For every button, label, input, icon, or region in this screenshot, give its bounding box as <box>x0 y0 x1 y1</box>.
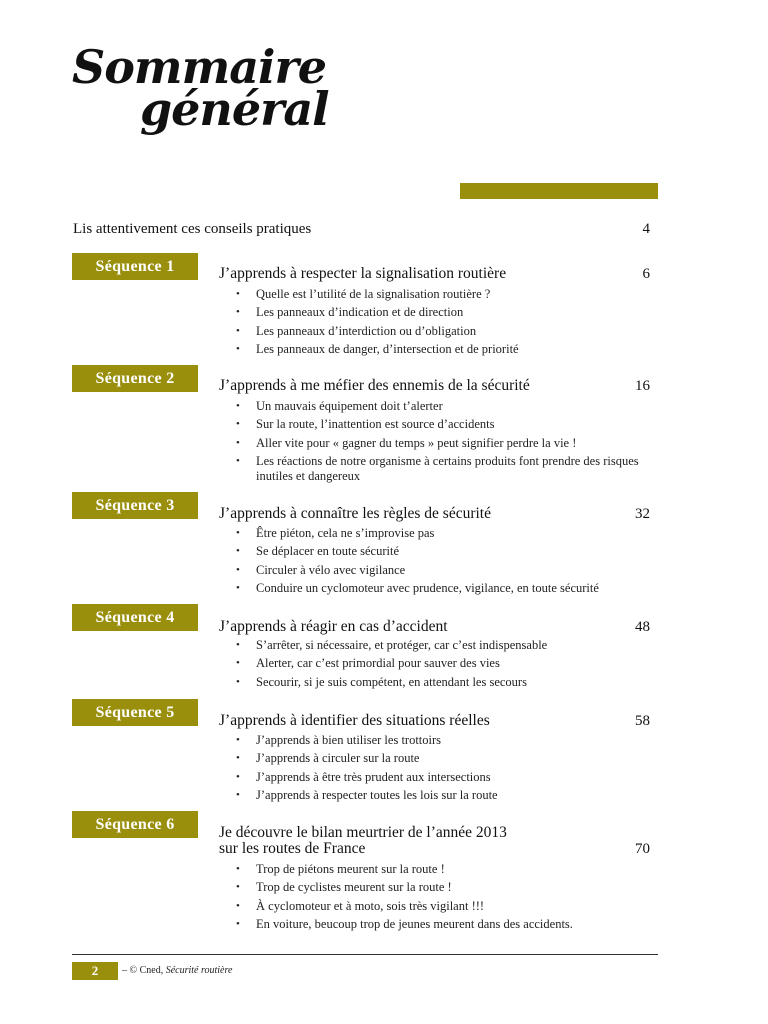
list-item: • Alerter, car c’est primordial pour sauver des vies <box>236 656 646 671</box>
list-item: • Les panneaux d’indication et de direction <box>236 305 646 320</box>
list-item: • J’apprends à être très prudent aux intersections <box>236 770 646 785</box>
list-item: • Se déplacer en toute sécurité <box>236 544 646 559</box>
decorative-bar <box>460 183 658 199</box>
sequence-2-title: J’apprends à me méfier des ennemis de la sécurité <box>219 377 530 394</box>
list-item: • J’apprends à circuler sur la route <box>236 751 646 766</box>
sequence-1-title: J’apprends à respecter la signalisation routière <box>219 265 507 282</box>
list-item: • Conduire un cyclomoteur avec prudence, vigilance, en toute sécurité <box>236 581 646 596</box>
sequence-3-list <box>236 526 646 599</box>
page-title-line-2: général <box>140 82 329 136</box>
sequence-6-list <box>236 862 646 935</box>
footer-page-number: 2 <box>72 962 118 980</box>
sequence-2-list <box>236 399 646 487</box>
sequence-2-badge: Séquence 2 <box>72 365 198 392</box>
list-item: • Trop de cyclistes meurent sur la route ! <box>236 880 646 895</box>
sequence-6-badge: Séquence 6 <box>72 811 198 838</box>
sequence-2-page: 16 <box>635 378 650 394</box>
page-title-line-1: Sommaire <box>72 40 327 94</box>
list-item: • Aller vite pour « gagner du temps » peut signifier perdre la vie ! <box>236 436 646 451</box>
list-item: • S’arrêter, si nécessaire, et protéger, car c’est indispensable <box>236 638 646 653</box>
footer-credit <box>122 965 232 976</box>
footer-publication: Sécurité routière <box>165 965 233 976</box>
list-item: • Quelle est l’utilité de la signalisation routière ? <box>236 287 646 302</box>
list-item: • J’apprends à bien utiliser les trottoirs <box>236 733 646 748</box>
list-item: • J’apprends à respecter toutes les lois sur la route <box>236 788 646 803</box>
list-item: • Secourir, si je suis compétent, en attendant les secours <box>236 675 646 690</box>
list-item: • Sur la route, l’inattention est source d’accidents <box>236 417 646 432</box>
list-item: • Les panneaux de danger, d’intersection et de priorité <box>236 342 646 357</box>
list-item: • En voiture, beucoup trop de jeunes meurent dans des accidents. <box>236 917 646 932</box>
sequence-4-page: 48 <box>635 619 650 635</box>
sequence-4-list <box>236 638 646 693</box>
list-item: • Les réactions de notre organisme à certains produits font prendre des risques inutiles et dangereux <box>236 454 646 484</box>
sequence-5-badge: Séquence 5 <box>72 699 198 726</box>
sequence-6-title: Je découvre le bilan meurtrier de l’année 2013 sur les routes de France <box>219 824 507 857</box>
sequence-4-title: J’apprends à réagir en cas d’accident <box>219 618 448 635</box>
sequence-1-page: 6 <box>642 266 650 282</box>
list-item: • Trop de piétons meurent sur la route ! <box>236 862 646 877</box>
sequence-6-page: 70 <box>635 841 650 857</box>
sequence-3-badge: Séquence 3 <box>72 492 198 519</box>
list-item: • Les panneaux d’interdiction ou d’obligation <box>236 324 646 339</box>
footer-divider <box>72 954 658 955</box>
sequence-1-list <box>236 287 646 360</box>
list-item: • Circuler à vélo avec vigilance <box>236 563 646 578</box>
sequence-3-title: J’apprends à connaître les règles de sécurité <box>219 505 491 522</box>
list-item: • Un mauvais équipement doit t’alerter <box>236 399 646 414</box>
intro-entry-text: Lis attentivement ces conseils pratiques <box>73 221 312 237</box>
list-item: • À cyclomoteur et à moto, sois très vigilant !!! <box>236 899 646 914</box>
sequence-1-badge: Séquence 1 <box>72 253 198 280</box>
sequence-5-page: 58 <box>635 713 650 729</box>
sequence-4-badge: Séquence 4 <box>72 604 198 631</box>
sequence-5-title: J’apprends à identifier des situations réelles <box>219 712 490 729</box>
sequence-3-page: 32 <box>635 506 650 522</box>
list-item: • Être piéton, cela ne s’improvise pas <box>236 526 646 541</box>
intro-entry-page: 4 <box>642 221 650 237</box>
sequence-5-list <box>236 733 646 806</box>
footer-credit-prefix: – © Cned, <box>122 965 164 976</box>
